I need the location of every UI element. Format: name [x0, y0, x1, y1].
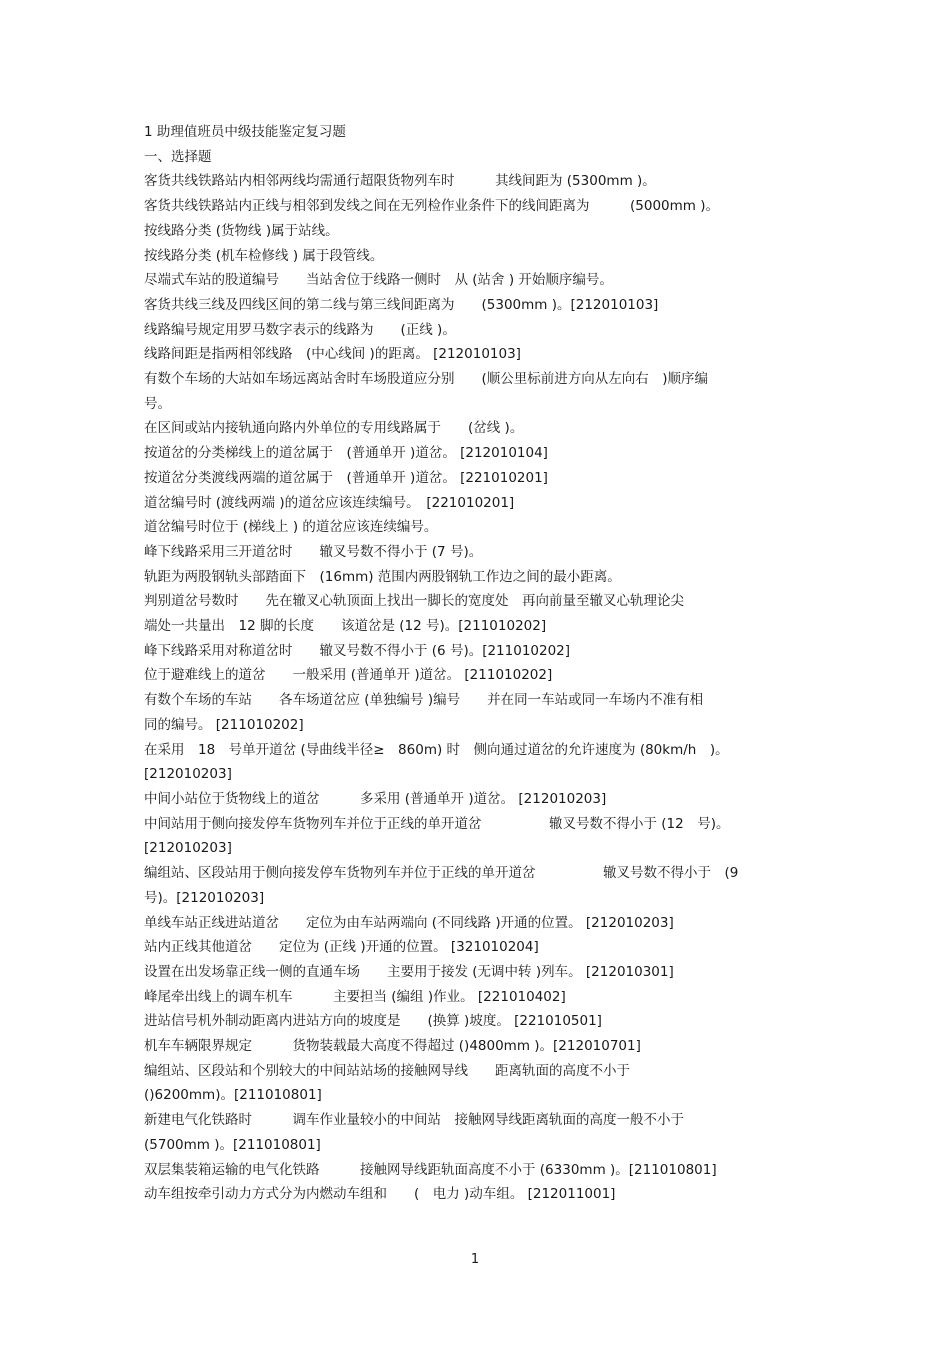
question-line: 按道岔的分类梯线上的道岔属于 (普通单开 )道岔。 [212010104]	[144, 445, 548, 462]
question-line: 动车组按牵引动力方式分为内燃动车组和 ( 电力 )动车组。 [212011001]	[144, 1186, 616, 1203]
question-line: 峰尾牵出线上的调车机车 主要担当 (编组 )作业。 [221010402]	[144, 988, 566, 1005]
question-line: 站内正线其他道岔 定位为 (正线 )开通的位置。 [321010204]	[144, 939, 539, 956]
question-line: 同的编号。 [211010202]	[144, 716, 304, 733]
question-line: (5700mm )。[211010801]	[144, 1136, 321, 1153]
question-line: 新建电气化铁路时 调车作业量较小的中间站 接触网导线距离轨面的高度一般不小于	[144, 1112, 684, 1129]
question-line: ()6200mm)。[211010801]	[144, 1087, 322, 1104]
question-line: 按道岔分类渡线两端的道岔属于 (普通单开 )道岔。 [221010201]	[144, 469, 548, 486]
question-line: 号)。[212010203]	[144, 889, 265, 906]
question-line: 客货共线铁路站内正线与相邻到发线之间在无列检作业条件下的线间距离为 (5000mm )。	[144, 198, 719, 215]
page-number: 1	[470, 1252, 480, 1267]
question-line: 按线路分类 (货物线 )属于站线。	[144, 222, 339, 239]
question-line: 客货共线铁路站内相邻两线均需通行超限货物列车时 其线间距为 (5300mm )。	[144, 173, 656, 190]
question-line: 尽端式车站的股道编号 当站舍位于线路一侧时 从 (站舍 ) 开始顺序编号。	[144, 272, 613, 289]
question-line: 端处一共量出 12 脚的长度 该道岔是 (12 号)。[211010202]	[144, 618, 547, 635]
question-line: 编组站、区段站和个别较大的中间站站场的接触网导线 距离轨面的高度不小于	[144, 1062, 630, 1079]
question-line: 中间小站位于货物线上的道岔 多采用 (普通单开 )道岔。 [212010203]	[144, 790, 607, 807]
question-line: 设置在出发场靠正线一侧的直通车场 主要用于接发 (无调中转 )列车。 [212010301]	[144, 963, 674, 980]
question-line: 峰下线路采用对称道岔时 辙叉号数不得小于 (6 号)。[211010202]	[144, 642, 571, 659]
question-line: 进站信号机外制动距离内进站方向的坡度是 (换算 )坡度。 [221010501]	[144, 1013, 602, 1030]
question-line: 双层集装箱运输的电气化铁路 接触网导线距轨面高度不小于 (6330mm )。[211010801]	[144, 1161, 717, 1178]
question-line: 按线路分类 (机车检修线 ) 属于段管线。	[144, 247, 384, 264]
question-line: 有数个车场的车站 各车场道岔应 (单独编号 )编号 并在同一车站或同一车场内不准有相	[144, 692, 704, 709]
question-line: 轨距为两股钢轨头部踏面下 (16mm) 范围内两股钢轨工作边之间的最小距离。	[144, 568, 621, 585]
question-line: 在采用 18 号单开道岔 (导曲线半径≥ 860m) 时 侧向通过道岔的允许速度为 (80km/h )。	[144, 741, 729, 758]
question-line: 号。	[144, 395, 171, 412]
document-body	[144, 120, 814, 1207]
question-line: 机车车辆限界规定 货物装载最大高度不得超过 ()4800mm )。[212010701]	[144, 1038, 641, 1055]
question-line: 位于避难线上的道岔 一般采用 (普通单开 )道岔。 [211010202]	[144, 667, 553, 684]
document-title: 1 助理值班员中级技能鉴定复习题	[144, 124, 346, 140]
question-line: 客货共线三线及四线区间的第二线与第三线间距离为 (5300mm )。[212010103]	[144, 296, 659, 313]
section-heading: 一、选择题	[144, 148, 212, 165]
question-line: 单线车站正线进站道岔 定位为由车站两端向 (不同线路 )开通的位置。 [212010203]	[144, 914, 674, 931]
question-line: 判别道岔号数时 先在辙叉心轨顶面上找出一脚长的宽度处 再向前量至辙叉心轨理论尖	[144, 593, 684, 610]
question-line: 中间站用于侧向接发停车货物列车并位于正线的单开道岔 辙叉号数不得小于 (12 号)。	[144, 815, 730, 832]
question-line: 在区间或站内接轨通向路内外单位的专用线路属于 (岔线 )。	[144, 420, 524, 437]
question-line: 道岔编号时 (渡线两端 )的道岔应该连续编号。 [221010201]	[144, 494, 515, 511]
question-line: 线路编号规定用罗马数字表示的线路为 (正线 )。	[144, 321, 456, 338]
question-line: [212010203]	[144, 766, 232, 783]
question-line: [212010203]	[144, 840, 232, 857]
question-line: 道岔编号时位于 (梯线上 ) 的道岔应该连续编号。	[144, 519, 438, 536]
question-line: 有数个车场的大站如车场远离站舍时车场股道应分别 (顺公里标前进方向从左向右 )顺序编	[144, 371, 709, 388]
question-line: 线路间距是指两相邻线路 (中心线间 )的距离。 [212010103]	[144, 346, 521, 363]
question-line: 编组站、区段站用于侧向接发停车货物列车并位于正线的单开道岔 辙叉号数不得小于 (9	[144, 865, 739, 882]
question-line: 峰下线路采用三开道岔时 辙叉号数不得小于 (7 号)。	[144, 543, 483, 560]
